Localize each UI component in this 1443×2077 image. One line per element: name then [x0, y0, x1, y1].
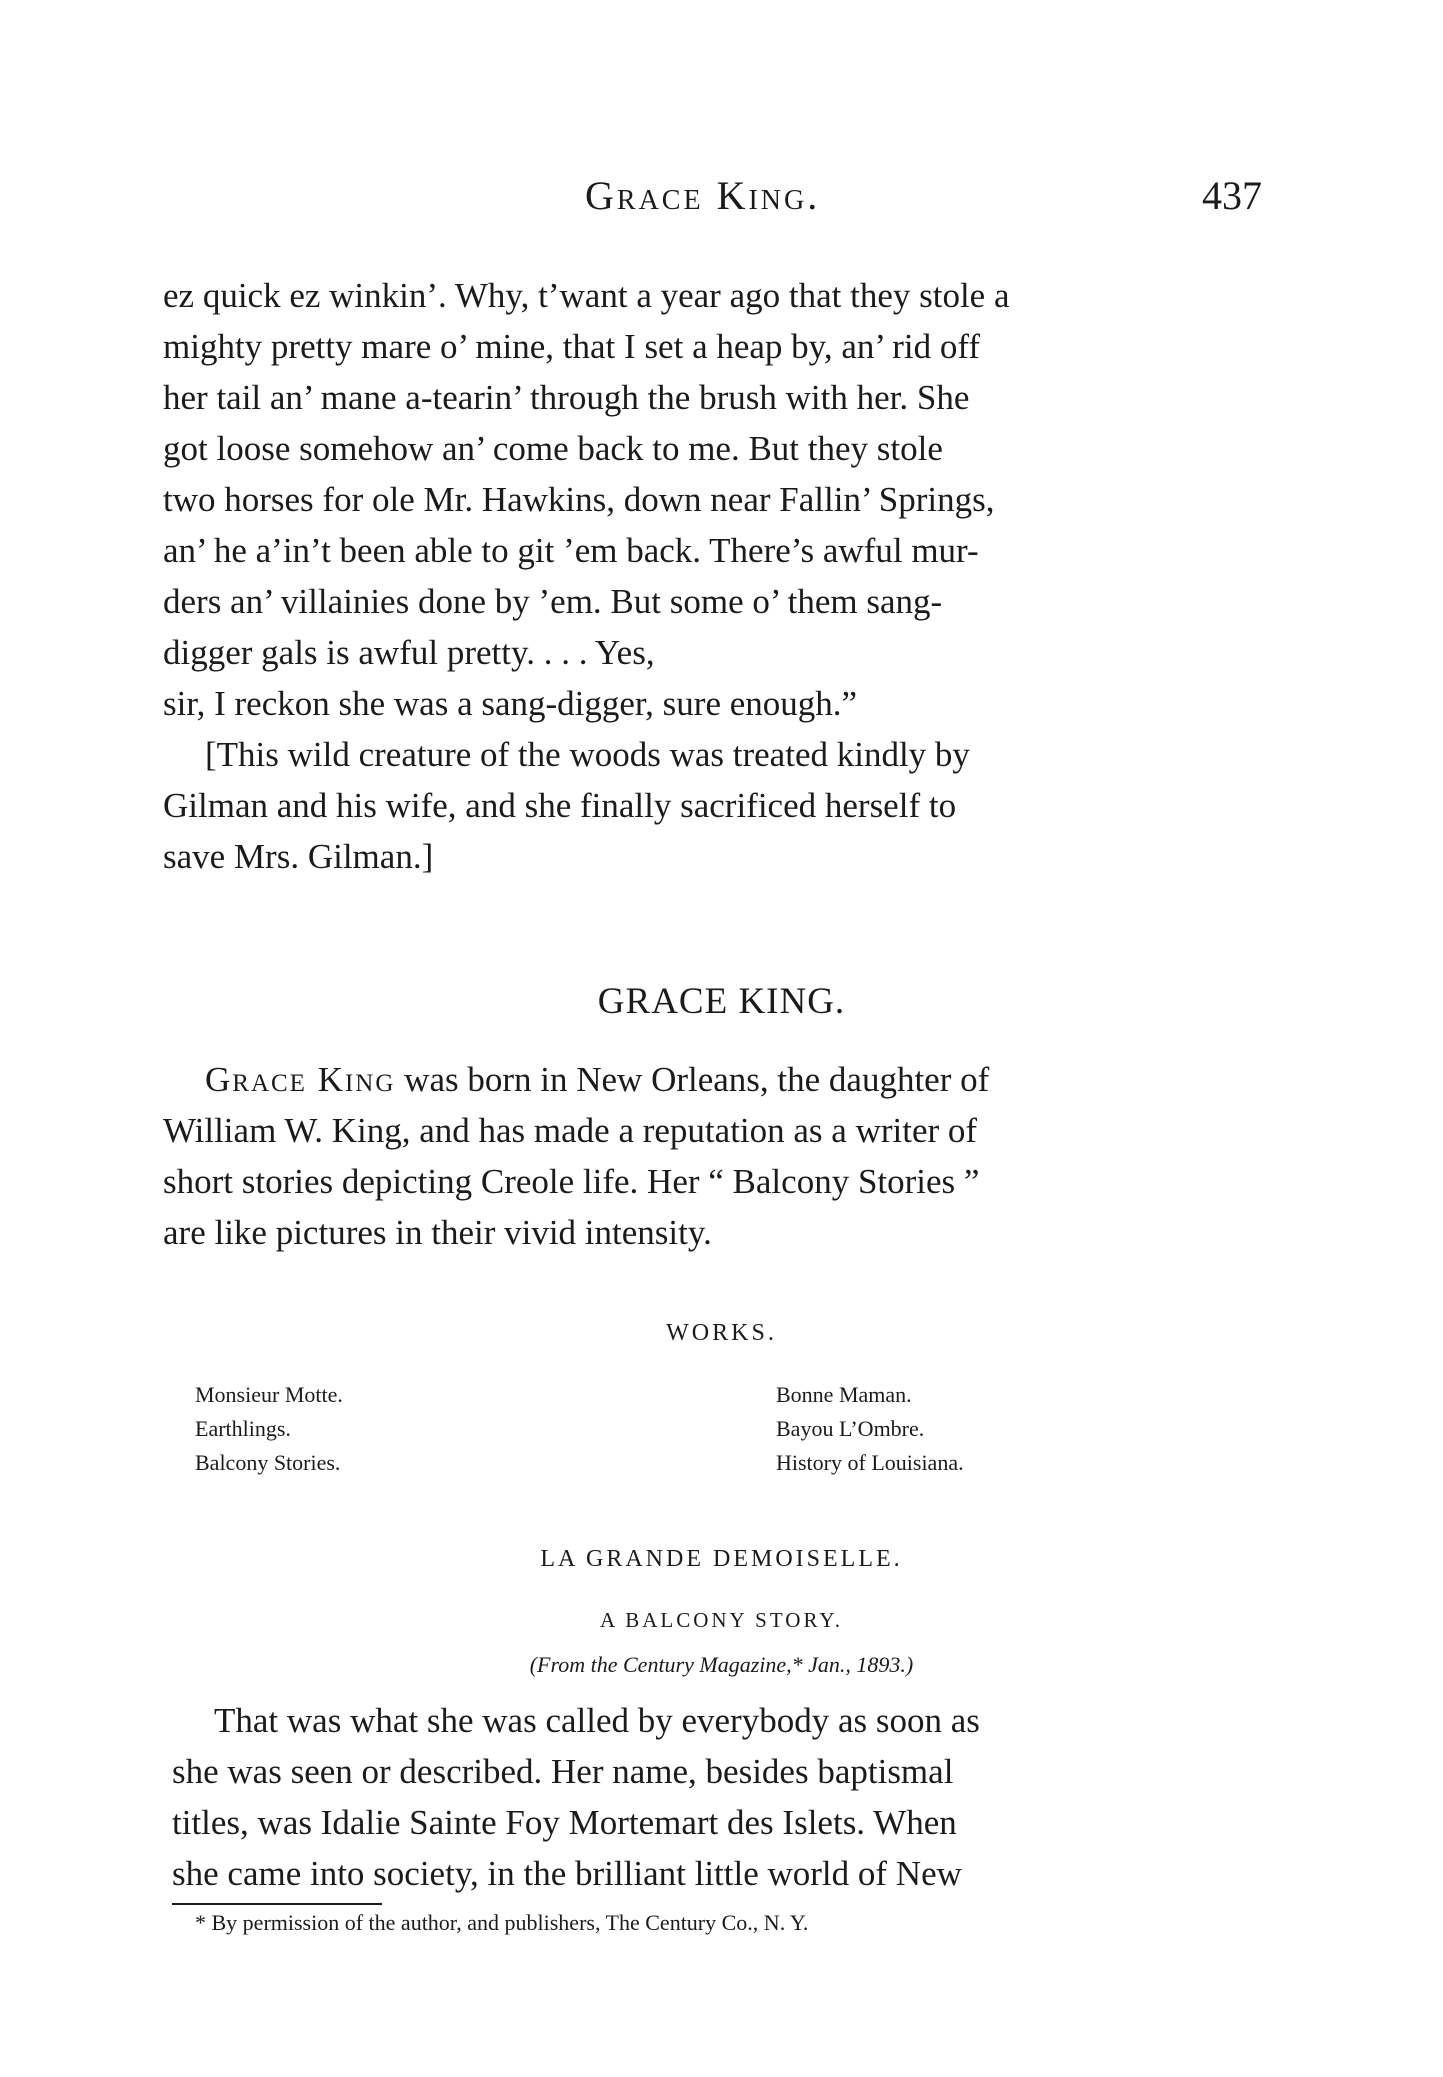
bracket-note-line: save Mrs. Gilman.]	[163, 837, 434, 876]
author-biography	[163, 1054, 1275, 1258]
page-number: 437	[1202, 173, 1262, 218]
story-subtitle: A BALCONY STORY.	[599, 1608, 844, 1632]
text-line: she came into society, in the brilliant little world of New	[172, 1854, 962, 1893]
text-line: sir, I reckon she was a sang-digger, sure enough.”	[163, 684, 858, 723]
lead-caps: Grace King	[205, 1060, 396, 1099]
text-line: William W. King, and has made a reputation as a writer of	[163, 1111, 978, 1150]
work-title: Bayou L’Ombre.	[776, 1416, 925, 1441]
dialogue-continuation	[163, 270, 1275, 882]
running-head	[0, 172, 1443, 232]
footnote-rule	[172, 1903, 382, 1905]
work-title: Monsieur Motte.	[195, 1382, 343, 1407]
footnote: * By permission of the author, and publishers, The Century Co., N. Y.	[195, 1910, 809, 1935]
bracket-note-line: Gilman and his wife, and she finally sacrificed herself to	[163, 786, 957, 825]
text-line: got loose somehow an’ come back to me. But they stole	[163, 429, 943, 468]
text-line: two horses for ole Mr. Hawkins, down near Fallin’ Springs,	[163, 480, 995, 519]
work-title: History of Louisiana.	[776, 1450, 964, 1475]
text-line: short stories depicting Creole life. Her “ Balcony Stories ”	[163, 1162, 980, 1201]
works-list-right	[776, 1378, 964, 1480]
text-line: are like pictures in their vivid intensity.	[163, 1213, 712, 1252]
text-line: she was seen or described. Her name, besides baptismal	[172, 1752, 954, 1791]
story-title: LA GRANDE DEMOISELLE.	[540, 1546, 903, 1572]
section-heading: GRACE KING.	[597, 981, 846, 1022]
text-line: digger gals is awful pretty. . . . Yes,	[163, 633, 655, 672]
works-heading: WORKS.	[666, 1320, 777, 1346]
text-line: her tail an’ mane a-tearin’ through the brush with her. She	[163, 378, 970, 417]
bracket-note-line: [This wild creature of the woods was treated kindly by	[205, 735, 970, 774]
story-text	[172, 1695, 1284, 1899]
text-line: ders an’ villainies done by ’em. But some o’ them sang-	[163, 582, 943, 621]
story-source: (From the Century Magazine,* Jan., 1893.)	[529, 1652, 914, 1677]
work-title: Earthlings.	[195, 1416, 291, 1441]
text-line: mighty pretty mare o’ mine, that I set a heap by, an’ rid off	[163, 327, 981, 366]
works-list-left	[195, 1378, 343, 1480]
work-title: Bonne Maman.	[776, 1382, 912, 1407]
text-line	[163, 1054, 1275, 1105]
text-line: titles, was Idalie Sainte Foy Mortemart des Islets. When	[172, 1803, 957, 1842]
text-line: That was what she was called by everybody as soon as	[214, 1701, 980, 1740]
running-title: Grace King.	[585, 173, 821, 218]
text-line: an’ he a’in’t been able to git ’em back. There’s awful mur-	[163, 531, 979, 570]
text-line-rest: was born in New Orleans, the daughter of	[404, 1060, 990, 1099]
work-title: Balcony Stories.	[195, 1450, 341, 1475]
text-line: ez quick ez winkin’. Why, t’want a year ago that they stole a	[163, 276, 1010, 315]
